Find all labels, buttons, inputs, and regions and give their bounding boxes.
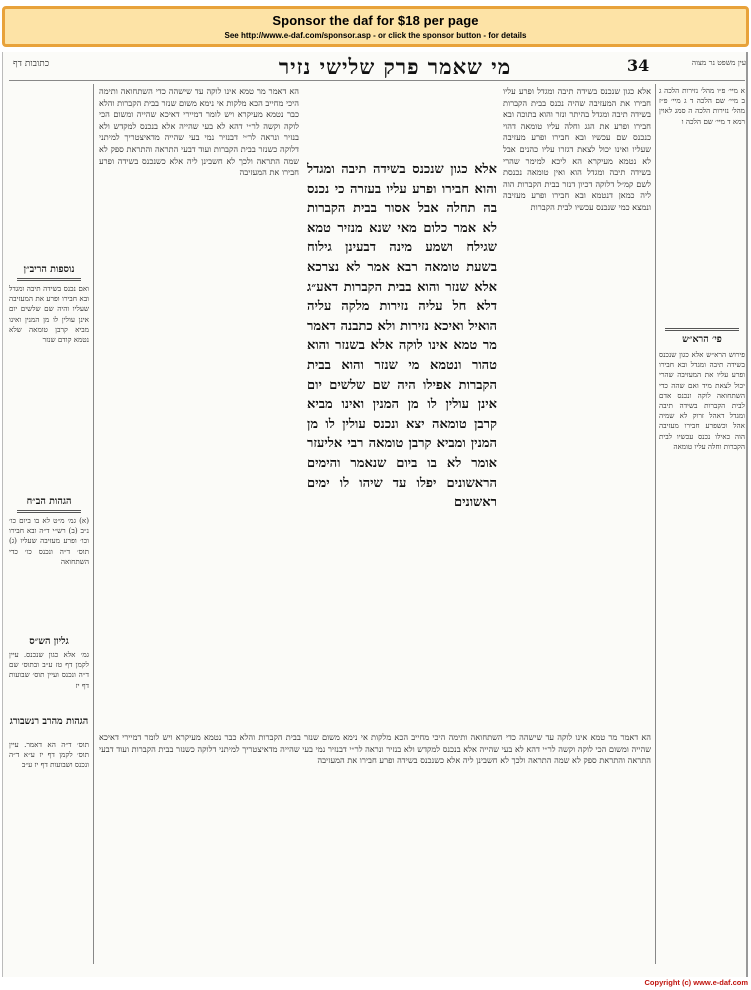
sponsor-subtitle[interactable]: See http://www.e-daf.com/sponsor.asp - or click the sponsor button - for details [224,31,527,40]
nosafot-text: ואם נכנס בשידה תיבה ומגדל ובא חבירו ופרע את המעזיבה שעליו והיה שם שלשים יום אינן עולין לו מן המנין ואינו מביא קרבן טומאה שלא נטמא קודם שנזר [9,284,89,345]
page-title: מי שאמר פרק שלישי נזיר [278,54,512,79]
hagahot-heading: הגהות הב״ח [26,496,72,507]
ornament-rule [17,278,81,281]
header-rule [9,80,745,81]
gilyon-text: גמ׳ אלא כגון שנכנס. עיין לקמן דף טז ע״ב ובתוס׳ שם ד״ה ונכנס ועיין תוס׳ שבועות דף יז [9,650,89,690]
rosh-heading: פי׳ הרא״ש [682,334,722,345]
header-right: עין משפט נר מצוה [691,58,746,67]
copyright-notice: Copyright (c) www.e-daf.com [644,978,748,987]
ornament-rule [17,510,81,513]
rosh-text: פירוש הרא״ש אלא כגון שנכנס בשידה תיבה ומגדל ובא חבירו ופרע עליו את המעזיבה שהרי יכול לצאת מיד ואם שהה כדי השתחואה לוקה ונכנס אדם לבית הקברות בשידה תיבה ומגדל דאהל זרוק לא שמיה אהל וכשפרע חבירו מעזיבה הוה כאילו נכנס עכשיו לבית הקברות וחלה עליו טומאה [659,350,745,451]
ein-mishpat-text: א מיי׳ פ״ו מהל׳ נזירות הלכה ג ב מיי׳ שם הלכה ד ג מיי׳ פ״ז מהל׳ נזירות הלכה ה סמג לאוין רמא ד מיי׳ שם הלכה ו [659,86,745,126]
rishonim-heading: הגהות מהרב רנשבורג [9,716,89,727]
talmud-page [2,52,748,977]
column-rule [93,84,94,964]
column-rule [655,84,656,964]
header-left: כתובות דף [13,59,50,69]
sponsor-banner[interactable] [2,6,749,47]
bottom-commentary: הא דאמר מר טמא אינו לוקה עד שישהה כדי השתחואה ותימה היכי מחייב הכא מלקות אי נימא משום שנזר בבית הקברות והלא כבר נטמא מעיקרא ויש לומר דמיירי דאיכא שהייה ומשום הכי לוקה וקשה לר״י דהא לא בעי שהייה אלא בנכנס למקדש ולא בנזיר ונראה לר״י דבנזיר נמי בעי שהייה מדאיצטריך למיתני דלוקה כשנזר בבית הקברות ועוד דבעי התראה והתראת ספק לא שמה התראה ולכך לא חשבינן ליה אלא כשנכנס בשידה ופרע חבירו את המעזיבה [99,732,651,766]
gemara-text: אלא כגון שנכנס בשידה תיבה ומגדל והוא חבירו ופרע עליו בעזרה כי נכנס בה תחלה אבל אסור בבית הקברות לא אמר כלום מאי שנא מנזיר טמא שגילח ושמע מינה דבעינן גילוח בשעת טומאה רבא אמר לא נצרכא אלא שנזר והוא בבית הקברות דאע״ג דלא חל עליה נזירות מלקה עליה הואיל ואיכא נזירות ולא כתבנה דאמר מר טמא אינו לוקה אלא בשנזר והוא טהור ונטמא מי שנזר והוא בבית הקברות אפילו היה שם שלשים יום אינן עולין לו מן המנין ואינו מביא קרבן טומאה יצא ונכנס עולין לו מן המנין ומביא קרבן טומאה רבי אליעזר אומר לא בו ביום שנאמר והימים הראשונים יפלו עד שיהו לו ימים ראשונים [307,162,497,511]
sponsor-title[interactable]: Sponsor the daf for $18 per page [272,13,479,28]
gilyon-heading: גליון הש״ס [29,636,69,647]
rishonim-text: תוס׳ ד״ה הא דאמר. עיין תוס׳ לקמן דף יז ע״א ד״ה ונכנס ושבועות דף יז ע״ב [9,740,89,770]
tosafot-text: הא דאמר מר טמא אינו לוקה עד שישהה כדי השתחואה ותימה היכי מחייב הכא מלקות אי נימא משום שנזר בבית הקברות והלא כבר נטמא מעיקרא ויש לומר דמיירי דאיכא שהייה ומשום הכי לוקה וקשה לר״י דהא לא בעי שהייה אלא בנכנס למקדש ולא בנזיר ונראה לר״י דבנזיר נמי בעי שהייה מדאיצטריך למיתני דלוקה כשנזר בבית הקברות ועוד דבעי התראה והתראת ספק לא שמה התראה ולכך לא חשבינן ליה אלא כשנכנס בשידה ופרע חבירו את המעזיבה [99,86,299,178]
rashi-text: אלא כגון שנכנס בשידה תיבה ומגדל ופרע עליו חבירו את המעזיבה שהיה נכנס בבית הקברות בשידה תיבה ומגדל בהיתר ונזר והוא בתוכה ובא חבירו ופרע את הגג וחלה עליו טומאה דהוי כנכנס שם עכשיו ובא חבירו ופרע מעזיבה שעליו ואינו יכול לצאת דגזרו עליו כהנים אבל לא נטמא מעיקרא הא ליכא למימר שהרי בשידה תיבה ומגדל הוא ואין טומאה נכנסת לשם קמ״ל דלוקה דכיון דנזר בבית הקברות הוה ליה כמאן דנטמא ובא חבירו ופרע מעזיבה ונמצא כמי שנכנס עכשיו לבית הקברות [503,86,651,212]
ornament-rule [665,328,739,331]
nosafot-heading: נוספות הריב״ן [23,264,75,275]
page-number: 34 [627,56,650,75]
hagahot-text: (א) גמ׳ מ״ט לא בו ביום כו׳ נ״ב (ב) רש״י ד״ה ובא חבירו וכו׳ ופרע מעזיבה שעליו (ג) תוס׳ ד״ה ונכנס כו׳ כדי השתחואה [9,516,89,566]
